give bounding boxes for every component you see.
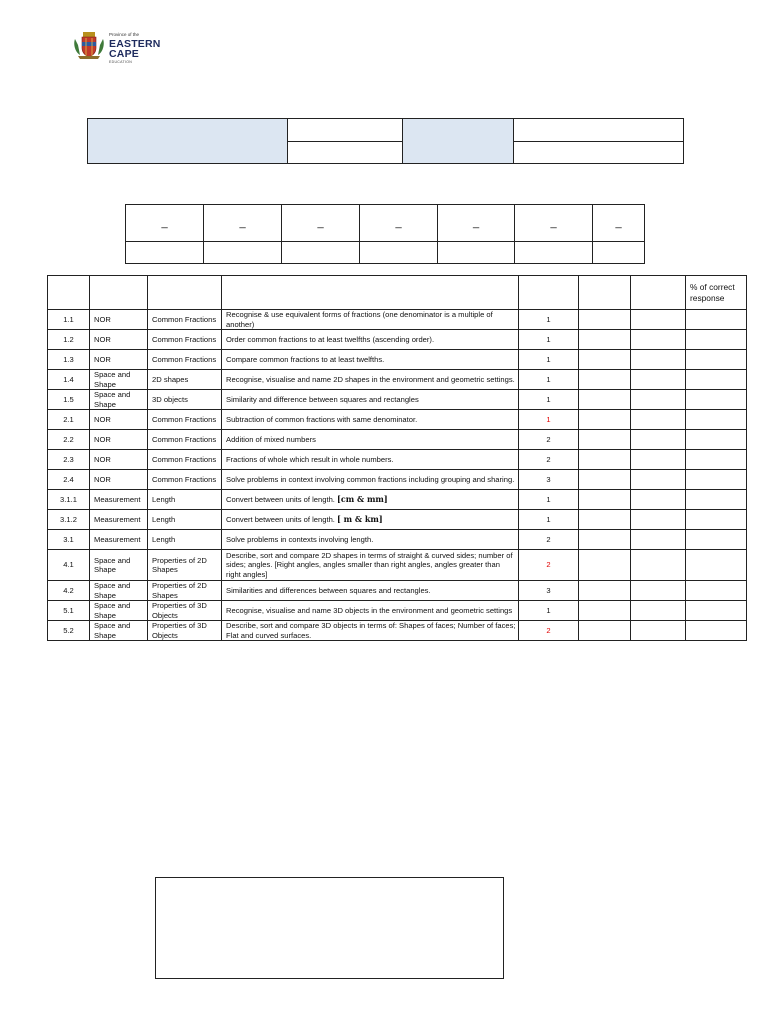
learner-info-table — [87, 118, 684, 164]
topic-cell: Common Fractions — [148, 470, 222, 490]
mark-header-cell: _ — [282, 205, 360, 242]
question-number-cell: 3.1 — [48, 530, 90, 550]
topic-cell: Common Fractions — [148, 310, 222, 330]
marks-cell: 1 — [519, 390, 579, 410]
question-number-cell: 3.1.1 — [48, 490, 90, 510]
content-area-cell: NOR — [90, 470, 148, 490]
skill-description-cell: Convert between units of length. [cm & mm] — [222, 490, 519, 510]
table-row — [48, 330, 747, 350]
info-field-cell[interactable] — [514, 141, 684, 164]
topic-cell: Common Fractions — [148, 330, 222, 350]
content-area-cell: Measurement — [90, 510, 148, 530]
topic-cell: Length — [148, 490, 222, 510]
topic-cell: 3D objects — [148, 390, 222, 410]
score-entry-cell[interactable] — [631, 490, 686, 510]
table-row — [48, 310, 747, 330]
content-area-cell: Space and Shape — [90, 370, 148, 390]
percent-correct-cell[interactable] — [686, 510, 747, 530]
score-entry-cell[interactable] — [579, 350, 631, 370]
score-entry-cell[interactable] — [631, 621, 686, 641]
score-entry-cell[interactable] — [631, 450, 686, 470]
skill-description-cell: Order common fractions to at least twelfths (ascending order). — [222, 330, 519, 350]
marks-cell: 2 — [519, 530, 579, 550]
score-entry-cell[interactable] — [631, 510, 686, 530]
percent-correct-cell[interactable] — [686, 490, 747, 510]
mark-value-cell[interactable] — [126, 242, 204, 264]
mark-header-cell: _ — [360, 205, 438, 242]
header-cell — [148, 276, 222, 310]
topic-cell: Common Fractions — [148, 450, 222, 470]
score-entry-cell[interactable] — [631, 550, 686, 581]
percent-correct-cell[interactable] — [686, 430, 747, 450]
percent-correct-cell[interactable] — [686, 310, 747, 330]
score-entry-cell[interactable] — [579, 490, 631, 510]
percent-correct-cell[interactable] — [686, 370, 747, 390]
score-entry-cell[interactable] — [579, 330, 631, 350]
score-entry-cell[interactable] — [631, 601, 686, 621]
score-entry-cell[interactable] — [579, 510, 631, 530]
score-entry-cell[interactable] — [579, 430, 631, 450]
mark-value-cell[interactable] — [515, 242, 593, 264]
score-entry-cell[interactable] — [579, 410, 631, 430]
skill-description-cell: Describe, sort and compare 3D objects in terms of: Shapes of faces; Number of faces; Flat and curved surfaces. — [222, 621, 519, 641]
topic-cell: Common Fractions — [148, 350, 222, 370]
mark-header-cell: _ — [204, 205, 282, 242]
marks-cell: 2 — [519, 450, 579, 470]
question-number-cell: 4.1 — [48, 550, 90, 581]
question-number-cell: 5.2 — [48, 621, 90, 641]
score-entry-cell[interactable] — [631, 410, 686, 430]
skill-description-cell: Similarities and differences between squares and rectangles. — [222, 581, 519, 601]
score-entry-cell[interactable] — [579, 370, 631, 390]
score-entry-cell[interactable] — [631, 430, 686, 450]
percent-correct-cell[interactable] — [686, 330, 747, 350]
percent-correct-header: % of correct response — [686, 276, 747, 310]
table-row — [48, 350, 747, 370]
logo-title: EASTERN CAPE — [109, 37, 161, 60]
marks-cell: 2 — [519, 430, 579, 450]
mark-value-cell[interactable] — [593, 242, 645, 264]
marks-cell: 1 — [519, 510, 579, 530]
content-area-cell: Space and Shape — [90, 621, 148, 641]
mark-header-cell: _ — [515, 205, 593, 242]
info-label-cell-2 — [403, 119, 514, 164]
marks-cell: 1 — [519, 330, 579, 350]
score-entry-cell[interactable] — [579, 530, 631, 550]
mark-value-cell[interactable] — [438, 242, 515, 264]
topic-cell: Properties of 3D Objects — [148, 621, 222, 641]
question-number-cell: 2.2 — [48, 430, 90, 450]
logo-subtitle: EDUCATION — [109, 59, 133, 64]
topic-cell: Common Fractions — [148, 430, 222, 450]
table-row — [48, 621, 747, 641]
marks-cell: 2 — [519, 621, 579, 641]
table-row — [48, 470, 747, 490]
topic-cell: Properties of 3D Objects — [148, 601, 222, 621]
coat-of-arms-icon — [72, 30, 106, 60]
table-row — [48, 450, 747, 470]
unit-notation: [ m & km] — [337, 513, 383, 524]
content-area-cell: NOR — [90, 330, 148, 350]
score-entry-cell[interactable] — [631, 370, 686, 390]
mark-header-cell: _ — [593, 205, 645, 242]
unit-notation: [cm & mm] — [337, 493, 388, 504]
marks-cell: 3 — [519, 581, 579, 601]
question-number-cell: 1.3 — [48, 350, 90, 370]
content-area-cell: Measurement — [90, 490, 148, 510]
mark-value-cell[interactable] — [282, 242, 360, 264]
percent-correct-cell[interactable] — [686, 581, 747, 601]
info-field-cell[interactable] — [514, 119, 684, 142]
table-row — [48, 550, 747, 581]
percent-correct-cell[interactable] — [686, 530, 747, 550]
content-area-cell: NOR — [90, 430, 148, 450]
percent-correct-cell[interactable] — [686, 550, 747, 581]
question-number-cell: 1.2 — [48, 330, 90, 350]
content-area-cell: Space and Shape — [90, 550, 148, 581]
question-number-cell: 3.1.2 — [48, 510, 90, 530]
skill-description-cell: Fractions of whole which result in whole numbers. — [222, 450, 519, 470]
skill-description-cell: Solve problems in contexts involving length. — [222, 530, 519, 550]
skill-description-cell: Addition of mixed numbers — [222, 430, 519, 450]
content-area-cell: NOR — [90, 450, 148, 470]
question-analysis-table — [47, 275, 747, 641]
score-entry-cell[interactable] — [579, 390, 631, 410]
table-row — [48, 410, 747, 430]
score-entry-cell[interactable] — [631, 310, 686, 330]
percent-correct-cell[interactable] — [686, 450, 747, 470]
topic-cell: Properties of 2D Shapes — [148, 581, 222, 601]
table-row — [48, 490, 747, 510]
header-cell — [519, 276, 579, 310]
mark-value-cell[interactable] — [204, 242, 282, 264]
percent-correct-cell[interactable] — [686, 601, 747, 621]
percent-correct-cell[interactable] — [686, 470, 747, 490]
table-row — [48, 601, 747, 621]
score-entry-cell[interactable] — [631, 330, 686, 350]
question-number-cell: 1.1 — [48, 310, 90, 330]
logo-small-text: Province of the — [109, 32, 140, 37]
skill-description-cell: Compare common fractions to at least twelfths. — [222, 350, 519, 370]
info-field-cell[interactable] — [288, 119, 403, 142]
content-area-cell: NOR — [90, 410, 148, 430]
mark-header-cell: _ — [438, 205, 515, 242]
question-number-cell: 2.4 — [48, 470, 90, 490]
score-entry-cell[interactable] — [631, 470, 686, 490]
header-cell — [631, 276, 686, 310]
score-entry-cell[interactable] — [579, 310, 631, 330]
score-entry-cell[interactable] — [579, 601, 631, 621]
skill-description-cell: Convert between units of length. [ m & km] — [222, 510, 519, 530]
score-entry-cell[interactable] — [579, 550, 631, 581]
marks-cell: 3 — [519, 470, 579, 490]
skill-description-cell: Solve problems in context involving common fractions including grouping and sharing. — [222, 470, 519, 490]
marks-cell: 2 — [519, 550, 579, 581]
score-entry-cell[interactable] — [631, 390, 686, 410]
score-entry-cell[interactable] — [631, 530, 686, 550]
question-number-cell: 5.1 — [48, 601, 90, 621]
marks-cell: 1 — [519, 410, 579, 430]
topic-cell: 2D shapes — [148, 370, 222, 390]
marks-cell: 1 — [519, 490, 579, 510]
mark-allocation-table — [125, 204, 645, 264]
content-area-cell: NOR — [90, 310, 148, 330]
question-number-cell: 4.2 — [48, 581, 90, 601]
percent-correct-cell[interactable] — [686, 410, 747, 430]
comment-box[interactable] — [155, 877, 504, 979]
table-row — [48, 370, 747, 390]
table-row — [48, 530, 747, 550]
percent-correct-cell[interactable] — [686, 621, 747, 641]
question-number-cell: 1.4 — [48, 370, 90, 390]
score-entry-cell[interactable] — [579, 621, 631, 641]
question-number-cell: 2.1 — [48, 410, 90, 430]
content-area-cell: Space and Shape — [90, 390, 148, 410]
topic-cell: Common Fractions — [148, 410, 222, 430]
content-area-cell: Measurement — [90, 530, 148, 550]
info-label-cell-1 — [88, 119, 288, 164]
header-cell — [48, 276, 90, 310]
skill-description-cell: Recognise, visualise and name 3D objects in the environment and geometric settings — [222, 601, 519, 621]
content-area-cell: Space and Shape — [90, 581, 148, 601]
skill-description-cell: Recognise, visualise and name 2D shapes in the environment and geometric settings. — [222, 370, 519, 390]
table-row — [48, 510, 747, 530]
marks-cell: 1 — [519, 370, 579, 390]
question-number-cell: 1.5 — [48, 390, 90, 410]
score-entry-cell[interactable] — [579, 470, 631, 490]
mark-value-cell[interactable] — [360, 242, 438, 264]
content-area-cell: NOR — [90, 350, 148, 370]
marks-cell: 1 — [519, 310, 579, 330]
skill-description-cell: Describe, sort and compare 2D shapes in terms of straight & curved sides; number of sides; angles. [Right angles, angles smaller than right angles, angles greater than right angles] — [222, 550, 519, 581]
info-field-cell[interactable] — [288, 141, 403, 164]
mark-header-cell: _ — [126, 205, 204, 242]
header-cell — [579, 276, 631, 310]
score-entry-cell[interactable] — [579, 581, 631, 601]
skill-description-cell: Subtraction of common fractions with same denominator. — [222, 410, 519, 430]
score-entry-cell[interactable] — [631, 581, 686, 601]
header-cell — [222, 276, 519, 310]
table-header-row — [48, 276, 747, 310]
content-area-cell: Space and Shape — [90, 601, 148, 621]
percent-correct-cell[interactable] — [686, 350, 747, 370]
topic-cell: Properties of 2D Shapes — [148, 550, 222, 581]
skill-description-cell: Recognise & use equivalent forms of fractions (one denominator is a multiple of another) — [222, 310, 519, 330]
table-row — [48, 390, 747, 410]
table-row — [48, 430, 747, 450]
topic-cell: Length — [148, 510, 222, 530]
marks-cell: 1 — [519, 601, 579, 621]
header-cell — [90, 276, 148, 310]
eastern-cape-education-logo — [72, 30, 192, 62]
score-entry-cell[interactable] — [631, 350, 686, 370]
question-number-cell: 2.3 — [48, 450, 90, 470]
percent-correct-cell[interactable] — [686, 390, 747, 410]
skill-description-cell: Similarity and difference between squares and rectangles — [222, 390, 519, 410]
topic-cell: Length — [148, 530, 222, 550]
marks-cell: 1 — [519, 350, 579, 370]
table-row — [48, 581, 747, 601]
score-entry-cell[interactable] — [579, 450, 631, 470]
